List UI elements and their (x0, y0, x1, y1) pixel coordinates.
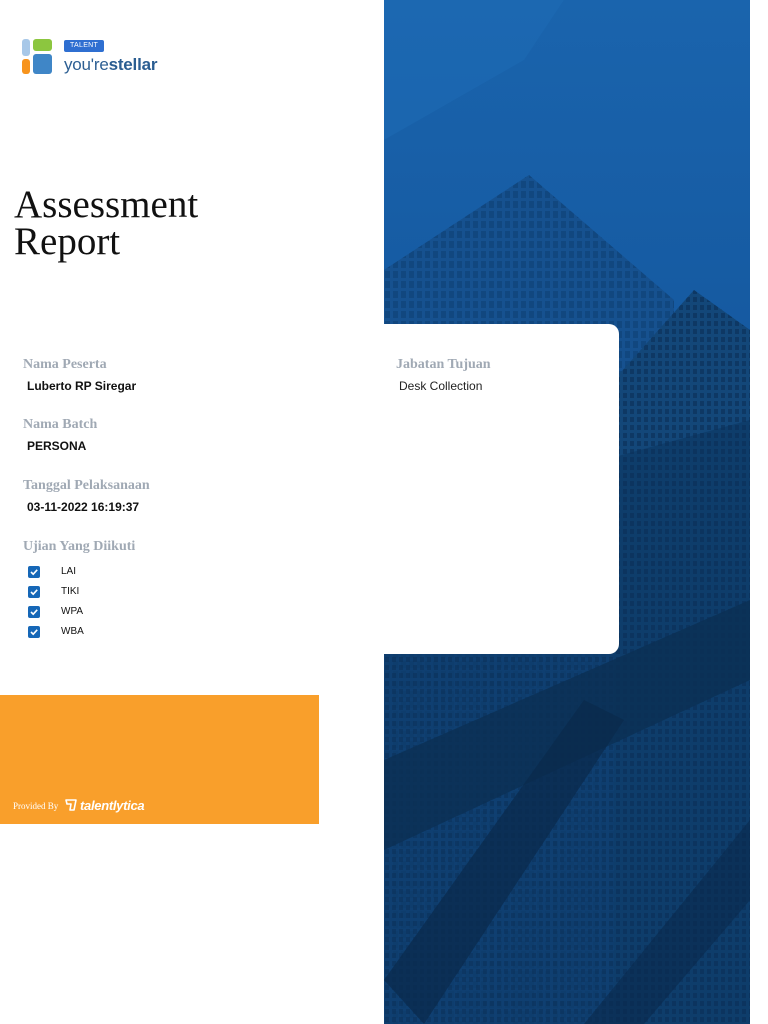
logo-square-green (33, 39, 52, 51)
talent-badge: TALENT (64, 40, 104, 52)
logo-square-blue (33, 54, 52, 74)
brand-name-bold: stellar (108, 55, 158, 74)
participant-label: Nama Peserta (23, 357, 107, 372)
talentlytica-logo-icon (64, 797, 78, 813)
provided-by-label: Provided By (13, 801, 59, 811)
test-name: WBA (61, 626, 84, 637)
date-label: Tanggal Pelaksanaan (23, 478, 150, 493)
test-name: LAI (61, 566, 77, 577)
brand-name-regular: you're (64, 55, 109, 74)
logo-square-orange (22, 59, 30, 74)
checkbox-checked-icon (28, 566, 40, 578)
date-value: 03-11-2022 16:19:37 (27, 500, 140, 514)
batch-value: PERSONA (27, 439, 87, 453)
talentlytica-logo-text: talentlytica (80, 798, 145, 813)
checkbox-checked-icon (28, 586, 40, 598)
brand-name (64, 55, 157, 75)
position-value: Desk Collection (399, 379, 483, 393)
page-title: Assessment Report (14, 183, 199, 263)
test-name: WPA (61, 606, 84, 617)
logo-square-light-blue (22, 39, 30, 56)
participant-value: Luberto RP Siregar (27, 379, 137, 393)
batch-label: Nama Batch (23, 417, 98, 432)
test-name: TIKI (61, 586, 80, 597)
provider-banner (0, 695, 319, 824)
position-label: Jabatan Tujuan (396, 357, 491, 372)
checkbox-checked-icon (28, 626, 40, 638)
checkbox-checked-icon (28, 606, 40, 618)
tests-label: Ujian Yang Diikuti (23, 539, 136, 554)
